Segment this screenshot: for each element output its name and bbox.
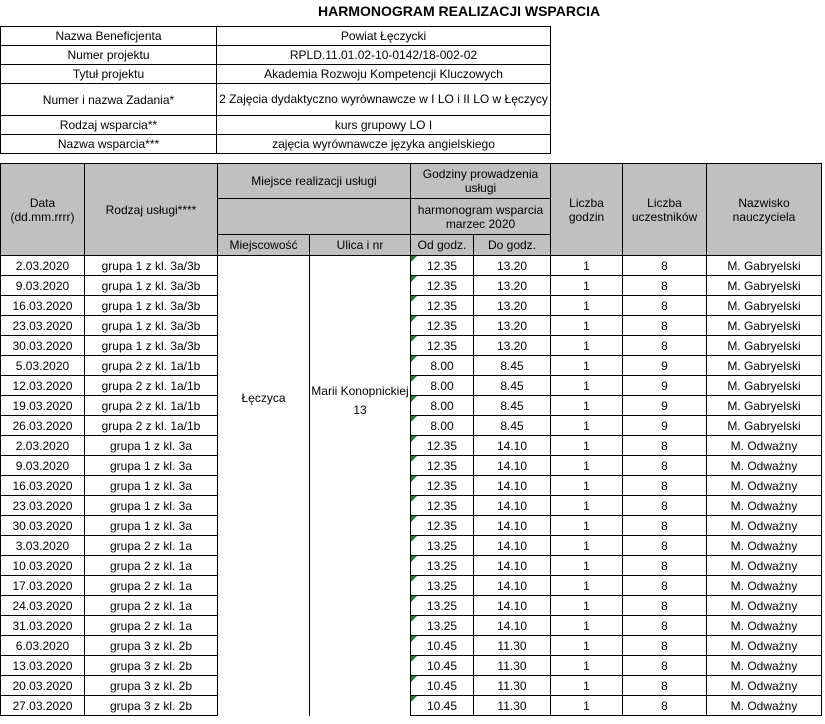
from-time-cell: 12.35 [411,516,474,536]
table-row [1,316,822,336]
participants-cell: 8 [623,696,707,716]
participants-cell: 8 [623,276,707,296]
date-cell: 17.03.2020 [1,576,85,596]
table-row [1,696,822,716]
hours-count-cell: 1 [551,696,623,716]
page-title: HARMONOGRAM REALIZACJI WSPARCIA [318,3,601,19]
teacher-cell: M. Gabryelski [707,336,822,356]
date-cell: 20.03.2020 [1,676,85,696]
to-time-cell: 11.30 [474,696,551,716]
info-label: Rodzaj wsparcia** [1,116,217,135]
hours-count-cell: 1 [551,276,623,296]
hours-count-cell: 1 [551,516,623,536]
table-row [1,456,822,476]
to-time-cell: 14.10 [474,496,551,516]
service-type-cell: grupa 3 z kl. 2b [85,676,218,696]
table-row [1,656,822,676]
teacher-cell: M. Odważny [707,476,822,496]
teacher-cell: M. Odważny [707,516,822,536]
date-cell: 12.03.2020 [1,376,85,396]
participants-cell: 9 [623,416,707,436]
street-text: Marii Konopnickiej 13 [311,384,409,417]
service-type-cell: grupa 1 z kl. 3a/3b [85,336,218,356]
teacher-cell: M. Odważny [707,596,822,616]
to-time-cell: 13.20 [474,296,551,316]
teacher-cell: M. Odważny [707,536,822,556]
service-type-cell: grupa 3 z kl. 2b [85,656,218,676]
participants-cell: 8 [623,476,707,496]
participants-cell: 8 [623,596,707,616]
hours-count-cell: 1 [551,556,623,576]
to-time-cell: 14.10 [474,456,551,476]
info-label: Nazwa Beneficjenta [1,27,217,46]
table-row [1,476,822,496]
to-time-cell: 14.10 [474,556,551,576]
info-row [1,116,551,135]
info-value: RPLD.11.01.02-10-0142/18-002-02 [217,46,551,65]
date-cell: 23.03.2020 [1,496,85,516]
participants-cell: 8 [623,616,707,636]
info-value: kurs grupowy LO I [217,116,551,135]
participants-cell: 8 [623,576,707,596]
to-time-cell: 13.20 [474,316,551,336]
table-row [1,516,822,536]
date-cell: 31.03.2020 [1,616,85,636]
info-label: Tytuł projektu [1,65,217,84]
teacher-cell: M. Odważny [707,616,822,636]
street-cell [310,256,411,716]
date-cell: 9.03.2020 [1,276,85,296]
table-row [1,356,822,376]
from-time-cell: 8.00 [411,376,474,396]
participants-cell: 8 [623,436,707,456]
hours-count-cell: 1 [551,616,623,636]
to-time-cell: 14.10 [474,516,551,536]
from-time-cell: 12.35 [411,316,474,336]
teacher-cell: M. Gabryelski [707,396,822,416]
participants-cell: 8 [623,636,707,656]
teacher-cell: M. Odważny [707,656,822,676]
from-time-cell: 13.25 [411,616,474,636]
to-time-cell: 14.10 [474,476,551,496]
header-participants: Liczba uczestników [623,164,707,256]
hours-count-cell: 1 [551,256,623,276]
date-cell: 30.03.2020 [1,336,85,356]
teacher-cell: M. Odważny [707,556,822,576]
teacher-cell: M. Gabryelski [707,316,822,336]
participants-cell: 8 [623,496,707,516]
table-row [1,396,822,416]
header-hours-group: Godziny prowadzenia usługi [411,164,551,199]
service-type-cell: grupa 2 z kl. 1a [85,576,218,596]
from-time-cell: 13.25 [411,556,474,576]
table-row [1,616,822,636]
participants-cell: 9 [623,396,707,416]
participants-cell: 8 [623,336,707,356]
table-row [1,556,822,576]
from-time-cell: 10.45 [411,676,474,696]
from-time-cell: 12.35 [411,276,474,296]
date-cell: 27.03.2020 [1,696,85,716]
service-type-cell: grupa 2 z kl. 1a [85,556,218,576]
header-hours-count: Liczba godzin [551,164,623,256]
teacher-cell: M. Gabryelski [707,376,822,396]
service-type-cell: grupa 2 z kl. 1a [85,596,218,616]
hours-count-cell: 1 [551,376,623,396]
to-time-cell: 14.10 [474,596,551,616]
to-time-cell: 8.45 [474,356,551,376]
teacher-cell: M. Gabryelski [707,356,822,376]
table-row [1,536,822,556]
info-value: zajęcia wyrównawcze języka angielskiego [217,135,551,154]
service-type-cell: grupa 2 z kl. 1a/1b [85,356,218,376]
service-type-cell: grupa 2 z kl. 1a [85,616,218,636]
service-type-cell: grupa 1 z kl. 3a [85,436,218,456]
date-cell: 2.03.2020 [1,256,85,276]
hours-count-cell: 1 [551,576,623,596]
from-time-cell: 8.00 [411,396,474,416]
table-row [1,416,822,436]
participants-cell: 8 [623,456,707,476]
to-time-cell: 14.10 [474,576,551,596]
participants-cell: 8 [623,516,707,536]
info-row [1,27,551,46]
hours-count-cell: 1 [551,676,623,696]
to-time-cell: 13.20 [474,256,551,276]
table-row [1,636,822,656]
participants-cell: 8 [623,556,707,576]
header-teacher: Nazwisko nauczyciela [707,164,822,256]
hours-count-cell: 1 [551,296,623,316]
to-time-cell: 14.10 [474,436,551,456]
participants-cell: 8 [623,676,707,696]
info-label: Nazwa wsparcia*** [1,135,217,154]
info-row [1,84,551,116]
info-value: 2 Zajęcia dydaktyczno wyrównawcze w I LO i II LO w Łęczycy [217,84,551,116]
to-time-cell: 13.20 [474,276,551,296]
info-row [1,46,551,65]
participants-cell: 9 [623,356,707,376]
from-time-cell: 12.35 [411,436,474,456]
schedule-table [0,163,822,716]
from-time-cell: 13.25 [411,536,474,556]
from-time-cell: 10.45 [411,696,474,716]
service-type-cell: grupa 2 z kl. 1a/1b [85,396,218,416]
to-time-cell: 8.45 [474,416,551,436]
header-street: Ulica i nr [310,235,411,256]
teacher-cell: M. Odważny [707,696,822,716]
info-row [1,135,551,154]
table-row [1,336,822,356]
info-value: Akademia Rozwoju Kompetencji Kluczowych [217,65,551,84]
hours-count-cell: 1 [551,656,623,676]
hours-count-cell: 1 [551,476,623,496]
from-time-cell: 8.00 [411,416,474,436]
info-label: Numer i nazwa Zadania* [1,84,217,116]
service-type-cell: grupa 2 z kl. 1a/1b [85,376,218,396]
service-type-cell: grupa 1 z kl. 3a [85,496,218,516]
date-cell: 2.03.2020 [1,436,85,456]
to-time-cell: 11.30 [474,636,551,656]
table-row [1,676,822,696]
date-cell: 16.03.2020 [1,296,85,316]
date-cell: 9.03.2020 [1,456,85,476]
table-row [1,436,822,456]
teacher-cell: M. Gabryelski [707,296,822,316]
project-info-table [0,26,551,154]
date-cell: 19.03.2020 [1,396,85,416]
date-cell: 24.03.2020 [1,596,85,616]
hours-count-cell: 1 [551,456,623,476]
from-time-cell: 12.35 [411,336,474,356]
date-cell: 26.03.2020 [1,416,85,436]
hours-count-cell: 1 [551,436,623,456]
from-time-cell: 8.00 [411,356,474,376]
from-time-cell: 10.45 [411,656,474,676]
header-to: Do godz. [474,235,551,256]
table-row [1,496,822,516]
date-cell: 10.03.2020 [1,556,85,576]
to-time-cell: 14.10 [474,536,551,556]
teacher-cell: M. Odważny [707,676,822,696]
header-service-type: Rodzaj usługi**** [85,164,218,256]
hours-count-cell: 1 [551,356,623,376]
town-text: Łęczyca [241,391,286,405]
teacher-cell: M. Odważny [707,456,822,476]
header-schedule: harmonogram wsparcia marzec 2020 [411,199,551,235]
teacher-cell: M. Gabryelski [707,276,822,296]
participants-cell: 8 [623,316,707,336]
date-cell: 16.03.2020 [1,476,85,496]
service-type-cell: grupa 1 z kl. 3a [85,476,218,496]
service-type-cell: grupa 2 z kl. 1a/1b [85,416,218,436]
participants-cell: 8 [623,256,707,276]
table-row [1,376,822,396]
header-town: Miejscowość [218,235,310,256]
table-row [1,576,822,596]
header-location-blank [218,199,411,235]
info-value: Powiat Łęczycki [217,27,551,46]
date-cell: 6.03.2020 [1,636,85,656]
from-time-cell: 12.35 [411,296,474,316]
service-type-cell: grupa 3 z kl. 2b [85,636,218,656]
header-from: Od godz. [411,235,474,256]
service-type-cell: grupa 1 z kl. 3a [85,456,218,476]
to-time-cell: 11.30 [474,656,551,676]
header-date: Data (dd.mm.rrrr) [1,164,85,256]
from-time-cell: 13.25 [411,596,474,616]
table-row [1,296,822,316]
teacher-cell: M. Gabryelski [707,416,822,436]
participants-cell: 8 [623,536,707,556]
to-time-cell: 8.45 [474,396,551,416]
to-time-cell: 14.10 [474,616,551,636]
hours-count-cell: 1 [551,416,623,436]
to-time-cell: 13.20 [474,336,551,356]
date-cell: 13.03.2020 [1,656,85,676]
teacher-cell: M. Odważny [707,496,822,516]
service-type-cell: grupa 1 z kl. 3a [85,516,218,536]
town-cell [218,256,310,716]
hours-count-cell: 1 [551,336,623,356]
from-time-cell: 12.35 [411,476,474,496]
participants-cell: 9 [623,376,707,396]
header-location-group: Miejsce realizacji usługi [218,164,411,199]
participants-cell: 8 [623,296,707,316]
date-cell: 30.03.2020 [1,516,85,536]
from-time-cell: 12.35 [411,256,474,276]
hours-count-cell: 1 [551,396,623,416]
service-type-cell: grupa 2 z kl. 1a [85,536,218,556]
teacher-cell: M. Odważny [707,576,822,596]
hours-count-cell: 1 [551,596,623,616]
hours-count-cell: 1 [551,496,623,516]
date-cell: 5.03.2020 [1,356,85,376]
teacher-cell: M. Odważny [707,636,822,656]
from-time-cell: 12.35 [411,456,474,476]
info-label: Numer projektu [1,46,217,65]
to-time-cell: 11.30 [474,676,551,696]
hours-count-cell: 1 [551,636,623,656]
date-cell: 3.03.2020 [1,536,85,556]
from-time-cell: 13.25 [411,576,474,596]
date-cell: 23.03.2020 [1,316,85,336]
teacher-cell: M. Odważny [707,436,822,456]
table-row [1,276,822,296]
info-row [1,65,551,84]
from-time-cell: 10.45 [411,636,474,656]
to-time-cell: 8.45 [474,376,551,396]
hours-count-cell: 1 [551,316,623,336]
table-row [1,596,822,616]
service-type-cell: grupa 3 z kl. 2b [85,696,218,716]
service-type-cell: grupa 1 z kl. 3a/3b [85,316,218,336]
service-type-cell: grupa 1 z kl. 3a/3b [85,276,218,296]
table-row [1,256,822,276]
teacher-cell: M. Gabryelski [707,256,822,276]
service-type-cell: grupa 1 z kl. 3a/3b [85,256,218,276]
service-type-cell: grupa 1 z kl. 3a/3b [85,296,218,316]
hours-count-cell: 1 [551,536,623,556]
from-time-cell: 12.35 [411,496,474,516]
participants-cell: 8 [623,656,707,676]
